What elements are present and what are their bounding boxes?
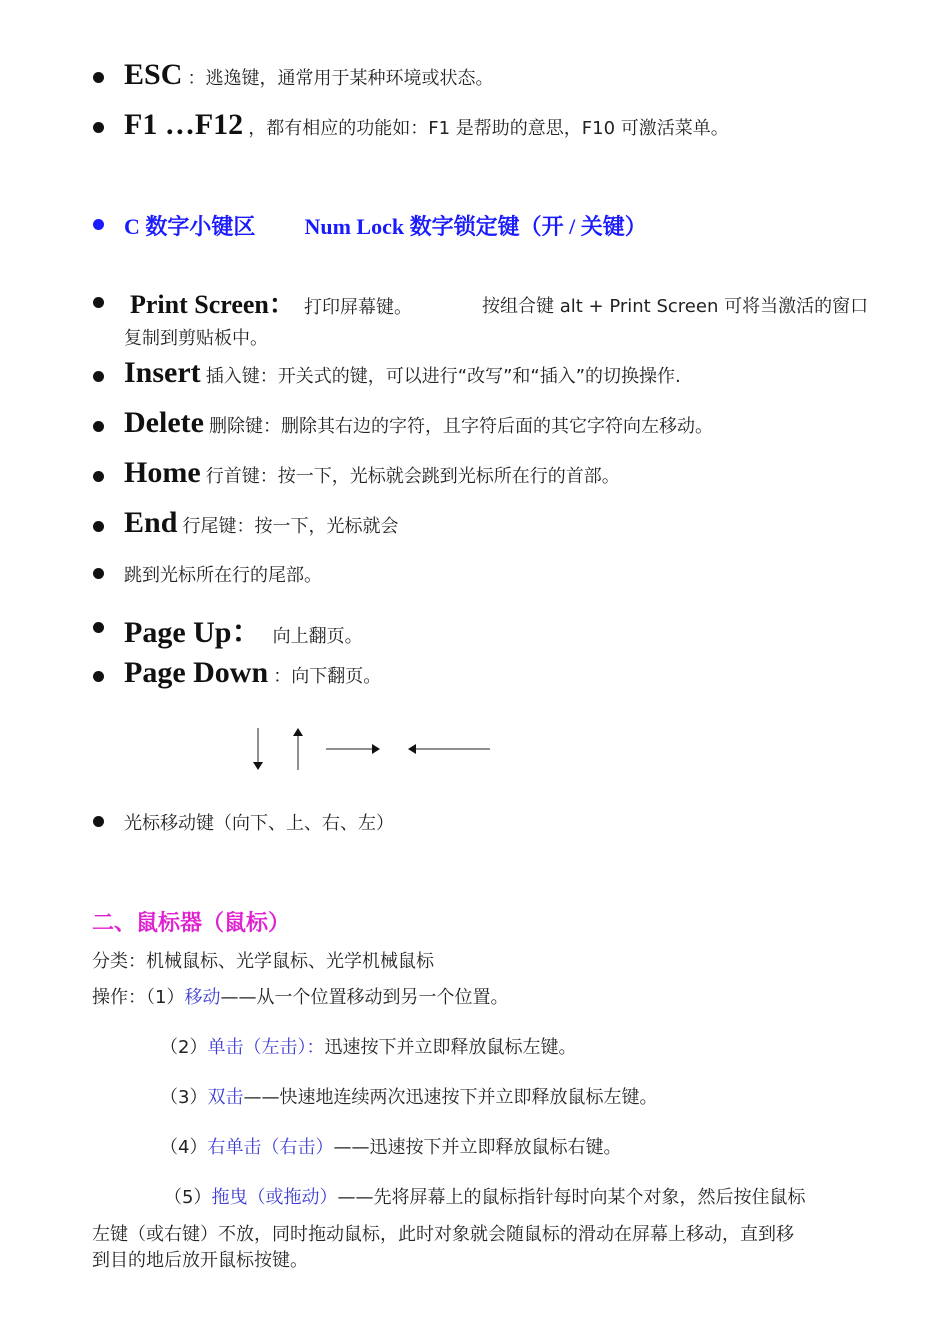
page-down-item — [124, 656, 381, 690]
key-name: Page Down — [124, 656, 269, 689]
key-desc: 行首键：按一下，光标就会跳到光标所在行的首部。 — [205, 466, 620, 487]
print-screen-item — [130, 284, 412, 321]
cursor-keys-label: 光标移动键（向下、上、右、左） — [124, 813, 394, 834]
numpad-item — [124, 210, 647, 241]
bullet — [93, 471, 104, 482]
mouse-op-5 — [164, 1183, 805, 1209]
op-term: 双击 — [207, 1087, 244, 1108]
key-desc: 打印屏幕键。 — [303, 297, 412, 318]
op-number: （5） — [164, 1187, 212, 1208]
bullet — [93, 72, 104, 83]
op-term: 拖曳（或拖动） — [211, 1187, 338, 1208]
key-name: Print Screen： — [130, 290, 295, 319]
cursor-arrows-diagram — [240, 722, 500, 778]
arrow-left-icon — [408, 744, 490, 754]
bullet — [93, 568, 104, 579]
mouse-op-5-cont: 左键（或右键）不放，同时拖动鼠标，此时对象就会随鼠标的滑动在屏幕上移动，直到移 — [92, 1224, 794, 1245]
key-name: End — [124, 506, 178, 539]
op-number: （4） — [160, 1137, 208, 1158]
op-desc: ——先将屏幕上的鼠标指针每时向某个对象，然后按住鼠标 — [337, 1187, 806, 1208]
key-desc: 插入键：开关式的键，可以进行“改写”和“插入”的切换操作. — [205, 366, 681, 387]
key-desc: ，都有相应的功能如：F1 是帮助的意思，F10 可激活菜单。 — [248, 118, 729, 139]
op-term: 右单击（右击） — [207, 1137, 334, 1158]
bullet — [93, 219, 104, 230]
mouse-op-2 — [160, 1033, 576, 1059]
mouse-op-1 — [92, 983, 508, 1009]
key-name: F1 …F12 — [124, 108, 244, 141]
op-desc: ——迅速按下并立即释放鼠标右键。 — [333, 1137, 622, 1158]
op-desc: ——从一个位置移动到另一个位置。 — [220, 987, 509, 1008]
op-prefix: 操作：（1） — [92, 987, 185, 1008]
arrow-down-icon — [253, 728, 263, 770]
bullet — [93, 122, 104, 133]
end-continuation: 跳到光标所在行的尾部。 — [124, 565, 322, 586]
op-term: 移动 — [184, 987, 221, 1008]
op-term: 单击（左击）： — [207, 1037, 325, 1058]
op-number: （2） — [160, 1037, 208, 1058]
key-desc-combo: 按组合键 alt + Print Screen 可将当激活的窗口 — [482, 296, 869, 317]
esc-item — [124, 58, 493, 92]
numlock-label: Num Lock 数字锁定键（开 / 关键） — [304, 214, 647, 239]
delete-item — [124, 406, 713, 440]
insert-item — [124, 356, 681, 390]
bullet — [93, 622, 104, 633]
numpad-label: C 数字小键区 — [124, 214, 256, 239]
key-desc: 向上翻页。 — [272, 626, 363, 647]
mouse-op-4 — [160, 1133, 621, 1159]
f-keys-item — [124, 108, 729, 142]
section-heading: 二、鼠标器（鼠标） — [92, 911, 291, 936]
key-name: Page Up： — [124, 616, 262, 649]
key-desc: 行尾键：按一下，光标就会 — [182, 516, 399, 537]
mouse-op-3 — [160, 1083, 657, 1109]
home-item — [124, 456, 620, 490]
mouse-op-5-cont: 到目的地后放开鼠标按键。 — [92, 1250, 308, 1271]
op-desc: 迅速按下并立即释放鼠标左键。 — [324, 1037, 577, 1058]
end-item — [124, 506, 398, 540]
arrow-up-icon — [293, 728, 303, 770]
key-name: ESC — [124, 58, 183, 91]
bullet — [93, 671, 104, 682]
key-desc-cont: 复制到剪贴板中。 — [124, 328, 268, 349]
key-desc: ：逃逸键，通常用于某种环境或状态。 — [187, 68, 494, 89]
op-number: （3） — [160, 1087, 208, 1108]
key-name: Delete — [124, 406, 204, 439]
bullet — [93, 421, 104, 432]
op-desc: ——快速地连续两次迅速按下并立即释放鼠标左键。 — [243, 1087, 658, 1108]
bullet — [93, 371, 104, 382]
key-desc: 删除键：删除其右边的字符，且字符后面的其它字符向左移动。 — [209, 416, 714, 437]
page-up-item — [124, 607, 363, 651]
bullet — [93, 521, 104, 532]
arrow-right-icon — [326, 744, 380, 754]
bullet — [93, 816, 104, 827]
mouse-categories: 分类：机械鼠标、光学鼠标、光学机械鼠标 — [92, 951, 434, 972]
key-name: Home — [124, 456, 201, 489]
key-desc: ：向下翻页。 — [273, 666, 382, 687]
key-name: Insert — [124, 356, 201, 389]
bullet — [93, 297, 104, 308]
